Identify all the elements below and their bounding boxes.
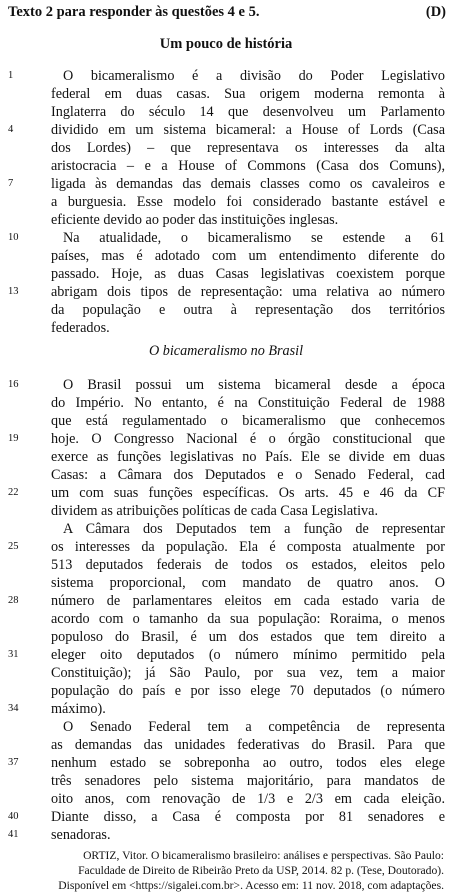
text-title: Um pouco de história [159,36,293,52]
text-line: do Império. No entanto, é na Constituição Federal de 1988 [51,395,445,411]
reference-line: Disponível em <https://sigalei.com.br>. Acesso em: 11 nov. 2018, com adaptações. [58,879,444,892]
text-line: dividido em um sistema bicameral: a House of Lords (Casa [51,122,445,138]
text-line: hoje. O Congresso Nacional é o órgão constitucional que [51,431,445,447]
line-number: 40 [8,811,19,822]
text-line: Na atualidade, o bicameralismo se estende a 61 [63,230,445,246]
text-line: a burguesia. Esse modelo foi considerado bastante estável e [51,194,445,210]
text-line: A Câmara dos Deputados tem a função de representar [63,521,445,537]
text-line: máximo). [51,701,106,717]
line-number: 37 [8,757,19,768]
text-line: dos Lordes) – que representava os interesses da alta [51,140,445,156]
line-number: 28 [8,595,19,606]
line-number: 16 [8,379,19,390]
text-line: número de parlamentares eleitos em cada estado varia de [51,593,445,609]
section-subtitle: O bicameralismo no Brasil [148,343,304,359]
text-line: nenhum estado se sobreponha ao outro, todos eles elege [51,755,445,771]
header-option-label: (D) [425,4,446,20]
text-line: Casas: a Câmara dos Deputados e o Senado Federal, cad [51,467,445,483]
text-line: Constituição); já São Paulo, por sua vez, tem a maior [51,665,445,681]
text-line: passado. Hoje, as duas Casas legislativas coexistem porque [51,266,445,282]
text-line: três senadores pelo sistema majoritário, para mandatos de [51,773,445,789]
line-number: 4 [8,124,14,135]
text-line: O bicameralismo é a divisão do Poder Legislativo [63,68,445,84]
text-line: federal em duas casas. Sua origem moderna remonta à [51,86,445,102]
text-line: O Brasil possui um sistema bicameral desde a época [63,377,445,393]
line-number: 31 [8,649,19,660]
text-line: Diante disso, a Casa é composta por 81 senadores e [51,809,445,825]
text-line: O Senado Federal tem a competência de representa [63,719,445,735]
line-number: 10 [8,232,19,243]
reference-line: Faculdade de Direito de Ribeirão Preto da USP, 2014. 82 p. (Tese, Doutorado). [78,864,444,877]
text-line: dividem as atribuições políticas de cada Casa Legislativa. [51,503,378,519]
line-number: 13 [8,286,19,297]
line-number: 25 [8,541,19,552]
text-line: exerce as funções legislativas no País. Ele se divide em duas [51,449,445,465]
text-line: oito anos, com renovação de 1/3 e 2/3 em cada eleição. [51,791,445,807]
text-line: senadoras. [51,827,111,843]
line-number: 1 [8,70,14,81]
text-line: 513 deputados federais de todos os estados, eleitos pelo [51,557,445,573]
reference-line: ORTIZ, Vitor. O bicameralismo brasileiro: análises e perspectivas. São Paulo: [83,849,444,862]
line-number: 7 [8,178,14,189]
line-number: 41 [8,829,19,840]
text-line: eleger oito deputados (o número mínimo permitido pela [51,647,445,663]
text-line: as demandas das unidades federativas do Brasil. Para que [51,737,445,753]
text-line: países, mas é adotado com um entendimento diferente do [51,248,445,264]
page-header [8,4,446,22]
text-line: da população e outra à representação dos territórios [51,302,445,318]
text-line: um com suas funções específicas. Os arts. 45 e 46 da CF [51,485,445,501]
text-line: sistema proporcional, com mandato de quatro anos. O [51,575,445,591]
line-number: 22 [8,487,19,498]
text-line: aristocracia – e a House of Commons (Casa dos Comuns), [51,158,445,174]
text-line: os interesses da população. Ela é composta atualmente por [51,539,445,555]
line-number: 34 [8,703,19,714]
text-line: que está regulamentado o bicameralismo que conhecemos [51,413,445,429]
header-text: Texto 2 para responder às questões 4 e 5. [8,4,260,20]
text-line: abrigam dois tipos de representação: uma relativa ao número [51,284,445,300]
text-line: federados. [51,320,110,336]
text-line: ligada às demandas das demais classes como os cavaleiros e [51,176,445,192]
text-line: eficiente devido ao poder das instituições inglesas. [51,212,339,228]
text-line: populoso do Brasil, é um dos estados que tem direito a [51,629,445,645]
text-line: população do país e por isso elege 70 deputados (o número [51,683,445,699]
text-line: acordo com o tamanho da sua população: Roraima, o menos [51,611,445,627]
line-number: 19 [8,433,19,444]
text-line: Inglaterra do século 14 que desenvolveu um Parlamento [51,104,445,120]
